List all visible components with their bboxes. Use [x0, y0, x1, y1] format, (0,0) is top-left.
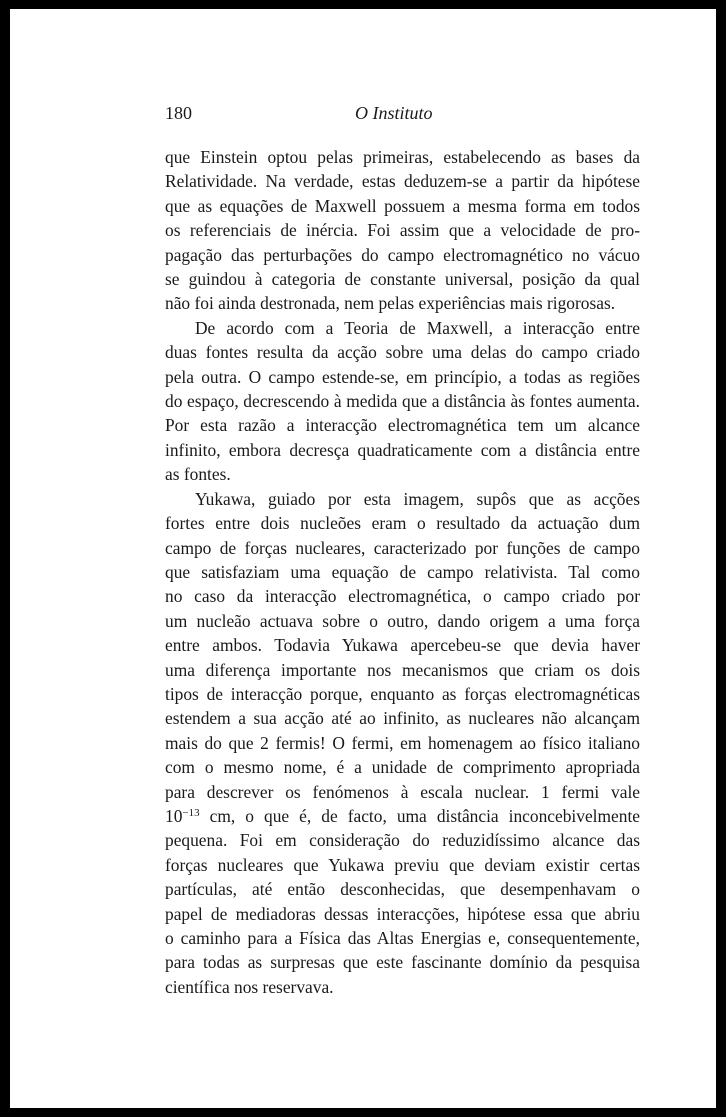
text-line: estendem a sua acção até ao infinito, as nucleares não alcançam — [165, 708, 640, 729]
text-line: as fontes. — [165, 464, 231, 485]
text-line: De acordo com a Teoria de Maxwell, a interacção entre — [195, 317, 640, 338]
text-line: que satisfaziam uma equação de campo relativista. Tal como — [165, 561, 640, 582]
text-line-with-exponent — [165, 804, 640, 828]
text-line: partículas, até então desconhecidas, que desempenhavam o — [165, 879, 640, 900]
exponent-power: −13 — [182, 806, 200, 819]
text-line: com o mesmo nome, é a unidade de comprimento apropriada — [165, 757, 640, 778]
text-line: papel de mediadoras dessas interacções, hipótese essa que abriu — [165, 903, 640, 924]
scanned-page — [10, 9, 716, 1108]
text-line: pequena. Foi em consideração do reduzidíssimo alcance das — [165, 830, 640, 851]
text-line: do espaço, decrescendo à medida que a distância às fontes aumenta. — [165, 391, 640, 412]
text-line: Yukawa, guiado por esta imagem, supôs que as acções — [195, 488, 640, 509]
text-line: pagação das perturbações do campo electromagnético no vácuo — [165, 244, 640, 265]
text-line: tipos de interacção porque, enquanto as forças electromagnéticas — [165, 683, 640, 704]
text-line: Por esta razão a interacção electromagnética tem um alcance — [165, 415, 640, 436]
text-line: um nucleão actuava sobre o outro, dando origem a uma força — [165, 610, 640, 631]
text-line: mais do que 2 fermis! O fermi, em homenagem ao físico italiano — [165, 732, 640, 753]
text-line: entre ambos. Todavia Yukawa apercebeu-se que devia haver — [165, 635, 640, 656]
text-line: campo de forças nucleares, caracterizado por funções de campo — [165, 537, 640, 558]
text-line: científica nos reservava. — [165, 976, 334, 997]
text-line: infinito, embora decresça quadraticamente com a distância entre — [165, 439, 640, 460]
text-line: duas fontes resulta da acção sobre uma delas do campo criado — [165, 342, 640, 363]
text-line: se guindou à categoria de constante universal, posição da qual — [165, 269, 640, 290]
body-text — [165, 145, 640, 999]
text-line: não foi ainda destronada, nem pelas experiências mais rigorosas. — [165, 293, 616, 314]
running-header — [165, 103, 645, 129]
exponent-line-rest: cm, o que é, de facto, uma distância inconcebivelmente — [199, 805, 640, 826]
text-line: fortes entre dois nucleões eram o resultado da actuação dum — [165, 513, 640, 534]
text-line: uma diferença importante nos mecanismos que criam os dois — [165, 659, 640, 680]
text-line: Relatividade. Na verdade, estas deduzem-se a partir da hipótese — [165, 171, 640, 192]
text-line: que Einstein optou pelas primeiras, estabelecendo as bases da — [165, 147, 640, 167]
journal-title: O Instituto — [355, 103, 433, 123]
text-line: no caso da interacção electromagnética, o campo criado por — [165, 586, 640, 607]
text-line: que as equações de Maxwell possuem a mesma forma em todos — [165, 195, 640, 216]
text-line: os referenciais de inércia. Foi assim que a velocidade de pro- — [165, 220, 640, 241]
page-number: 180 — [165, 103, 192, 123]
text-line: para descrever os fenómenos à escala nuclear. 1 fermi vale — [165, 781, 640, 802]
text-line: pela outra. O campo estende-se, em princípio, a todas as regiões — [165, 366, 640, 387]
text-line: o caminho para a Física das Altas Energias e, consequentemente, — [165, 928, 640, 948]
exponent-base: 10 — [165, 805, 183, 826]
text-line: forças nucleares que Yukawa previu que deviam existir certas — [165, 854, 640, 875]
text-line: para todas as surpresas que este fascinante domínio da pesquisa — [165, 952, 640, 973]
